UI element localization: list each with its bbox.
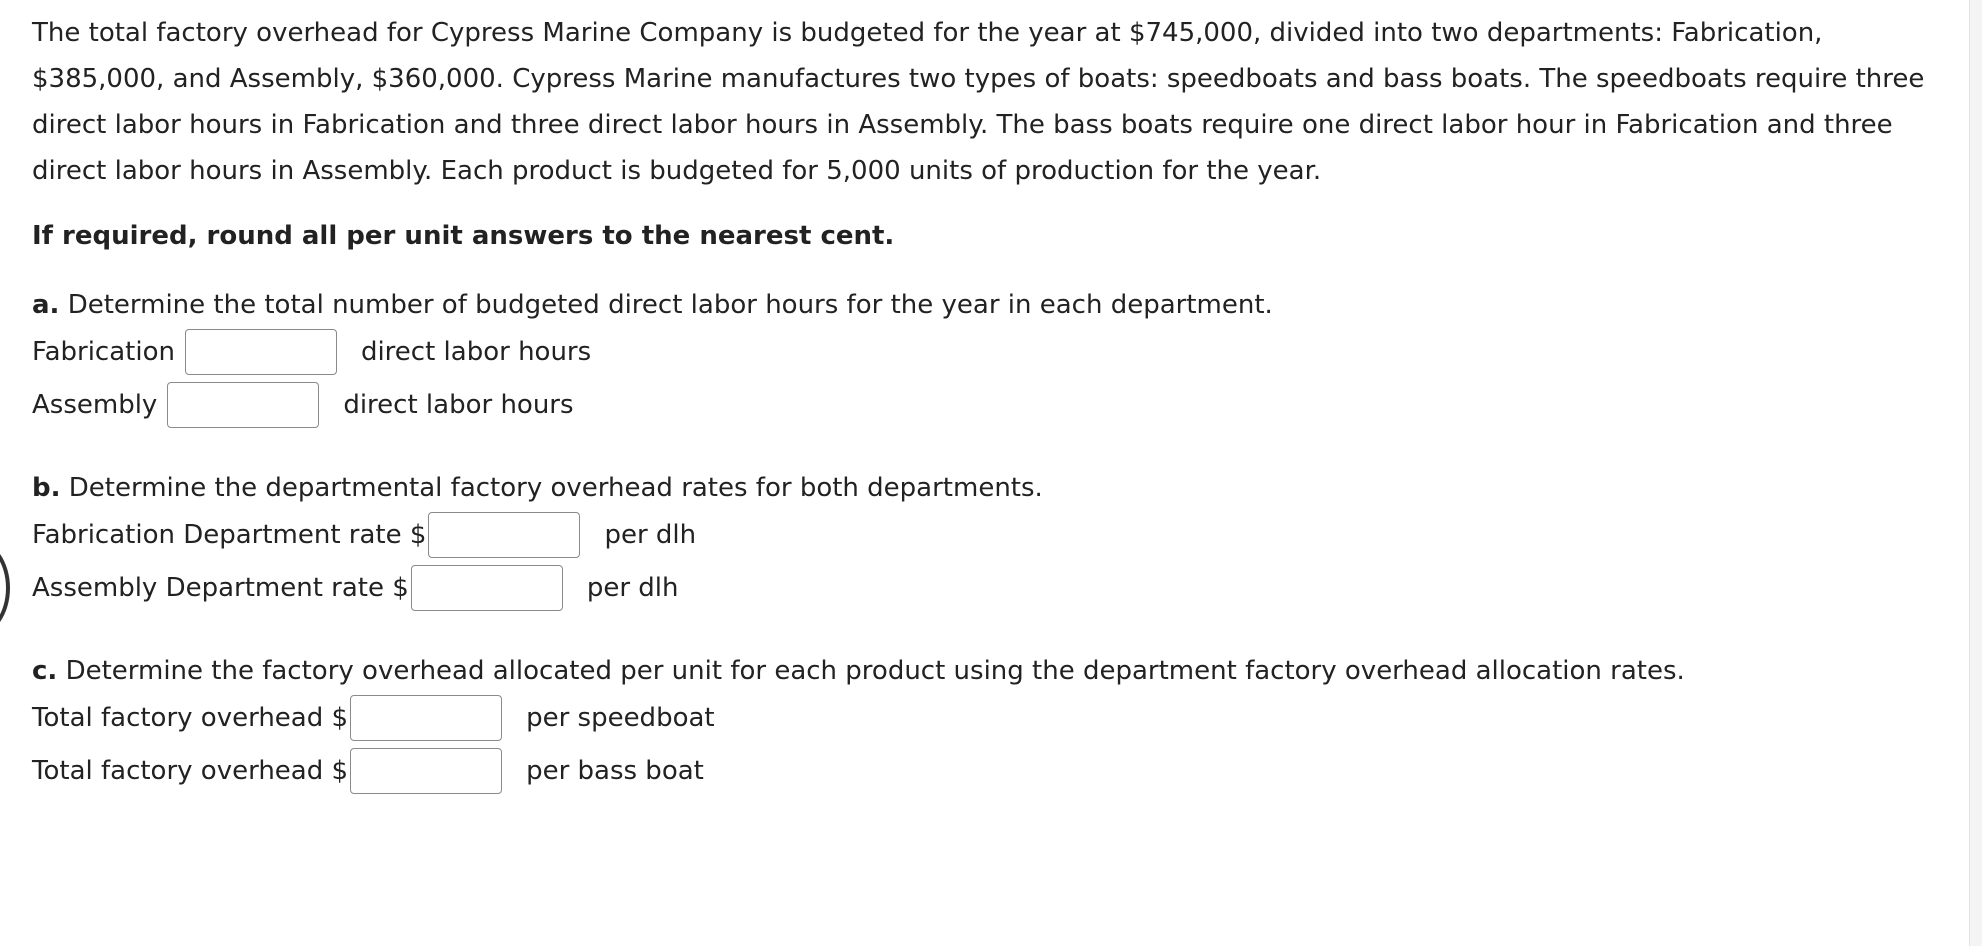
assembly-hours-row (32, 378, 1952, 431)
bassboat-overhead-label: Total factory overhead (32, 755, 324, 786)
assembly-hours-unit: direct labor hours (343, 389, 574, 420)
assembly-rate-currency: $ (392, 572, 409, 603)
assembly-rate-unit: per dlh (586, 572, 679, 603)
fabrication-rate-input[interactable] (428, 512, 580, 558)
speedboat-overhead-input[interactable] (350, 695, 502, 741)
assembly-hours-label: Assembly (32, 389, 158, 420)
bassboat-overhead-currency: $ (331, 755, 349, 786)
part-a-question (32, 285, 1952, 325)
part-c-question-text: Determine the factory overhead allocated per unit for each product using the department factory overhead allocation rates. (65, 656, 1685, 686)
fabrication-rate-unit: per dlh (604, 519, 697, 550)
fabrication-hours-row (32, 325, 1952, 378)
part-b-question (32, 468, 1952, 508)
part-a-question-text: Determine the total number of budgeted direct labor hours for the year in each department. (67, 290, 1273, 320)
part-c-question (32, 651, 1952, 691)
part-a-letter: a. (32, 290, 60, 320)
assembly-rate-input[interactable] (411, 565, 563, 611)
bassboat-overhead-input[interactable] (350, 748, 502, 794)
part-c-section (32, 651, 1952, 797)
speedboat-overhead-label: Total factory overhead (32, 702, 324, 733)
part-b-section (32, 468, 1952, 614)
speedboat-overhead-row (32, 691, 1952, 744)
fabrication-hours-input[interactable] (185, 329, 337, 375)
partial-circle-button[interactable] (0, 540, 10, 636)
rounding-instruction: If required, round all per unit answers to the nearest cent. (32, 221, 895, 251)
part-c-letter: c. (32, 656, 58, 686)
problem-statement: The total factory overhead for Cypress Marine Company is budgeted for the year at $745,000, divided into two departments: Fabrication, $385,000, and Assembly, $360,000. Cypress Marine manufactures two types of boats: speedboats and bass boats. The speedboats require three direct labor hours in Fabrication and three direct labor hours in Assembly. The bass boats require one direct labor hour in Fabrication and three direct labor hours in Assembly. Each product is budgeted for 5,000 units of production for the year. (32, 18, 1925, 186)
vertical-scrollbar[interactable] (1969, 0, 1982, 946)
part-b-letter: b. (32, 473, 61, 503)
assembly-rate-row (32, 561, 1952, 614)
assembly-rate-label: Assembly Department rate (32, 572, 384, 603)
fabrication-hours-unit: direct labor hours (360, 336, 592, 367)
part-b-question-text: Determine the departmental factory overhead rates for both departments. (68, 473, 1043, 503)
part-a-section (32, 285, 1952, 431)
bassboat-overhead-unit: per bass boat (526, 755, 704, 786)
fabrication-rate-label: Fabrication Department rate (32, 519, 402, 550)
assembly-hours-input[interactable] (167, 382, 319, 428)
bassboat-overhead-row (32, 744, 1952, 797)
fabrication-rate-currency: $ (409, 519, 427, 550)
fabrication-rate-row (32, 508, 1952, 561)
speedboat-overhead-currency: $ (331, 702, 349, 733)
fabrication-hours-label: Fabrication (32, 336, 175, 367)
speedboat-overhead-unit: per speedboat (526, 702, 715, 733)
problem-content (32, 10, 1952, 797)
